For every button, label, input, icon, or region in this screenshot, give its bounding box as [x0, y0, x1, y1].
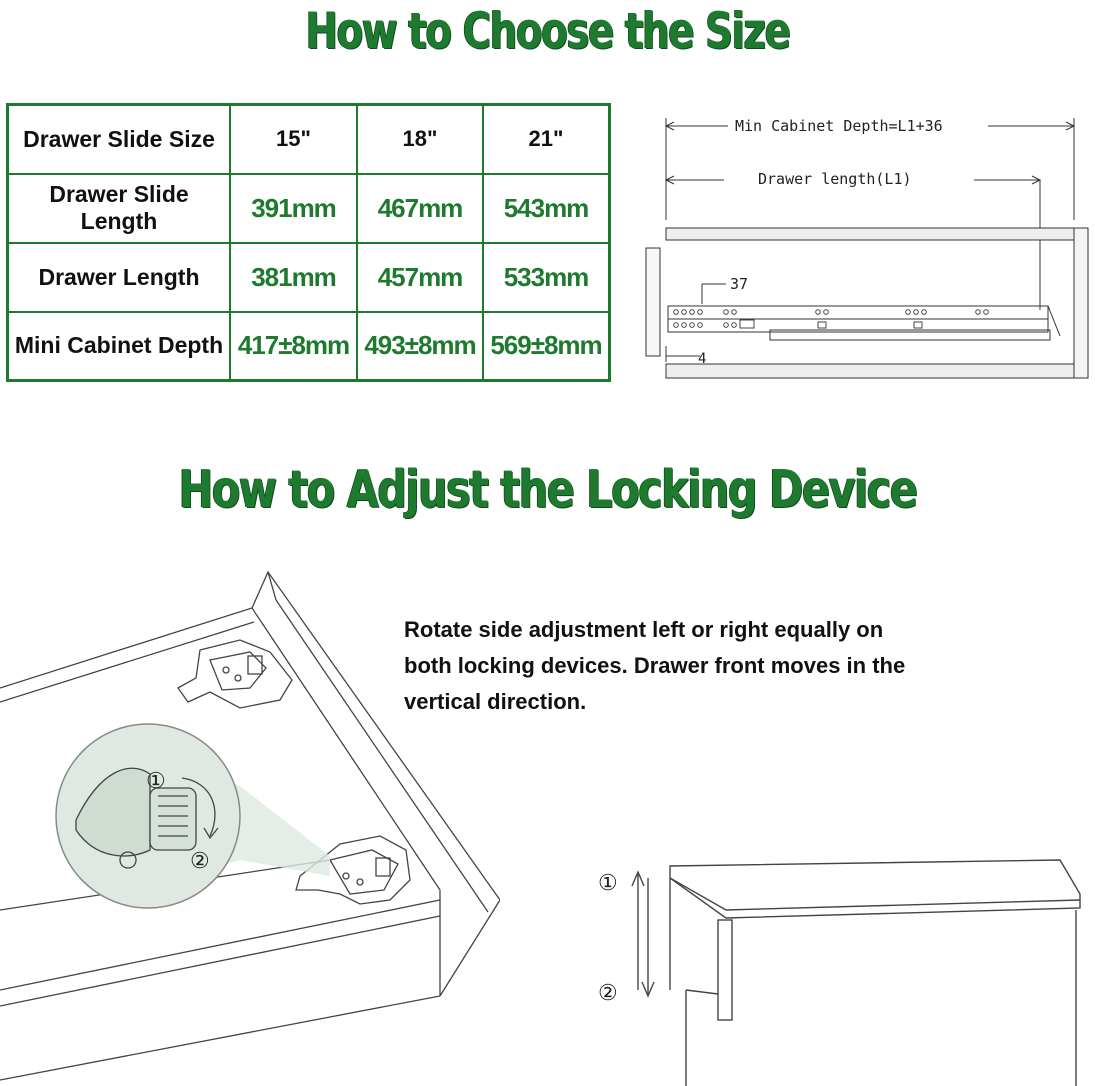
row-label: Mini Cabinet Depth [8, 312, 231, 381]
header-cell: 15" [230, 105, 357, 174]
table-row [8, 312, 610, 381]
table-cell: 543mm [483, 174, 610, 243]
table-cell: 457mm [357, 243, 483, 312]
table-header-row [8, 105, 610, 174]
adjustment-instruction: Rotate side adjustment left or right equally on both locking devices. Drawer front moves in the vertical direction. [404, 617, 906, 714]
size-table [6, 103, 611, 382]
dimension-4-label: 4 [698, 351, 707, 367]
drawer-front-movement-illustration [590, 850, 1090, 1086]
heading-adjust-locking: How to Adjust the Locking Device [178, 460, 917, 520]
step-2-label: ② [598, 981, 618, 1006]
step-1-label: ① [598, 871, 618, 896]
table-row [8, 243, 610, 312]
heading-choose-size: How to Choose the Size [305, 2, 790, 60]
table-cell: 533mm [483, 243, 610, 312]
table-row [8, 174, 610, 243]
row-label: Drawer Slide Length [8, 174, 231, 243]
cabinet-dimension-diagram [630, 100, 1090, 390]
row-label: Drawer Length [8, 243, 231, 312]
table-cell: 391mm [230, 174, 357, 243]
table-cell: 467mm [357, 174, 483, 243]
min-cabinet-depth-label: Min Cabinet Depth=L1+36 [735, 117, 943, 135]
table-cell: 417±8mm [230, 312, 357, 381]
step-1-label: ① [146, 769, 166, 794]
dimension-37-label: 37 [730, 275, 749, 293]
header-cell: Drawer Slide Size [8, 105, 231, 174]
step-2-label: ② [190, 849, 210, 874]
table-cell: 493±8mm [357, 312, 483, 381]
table-cell: 381mm [230, 243, 357, 312]
table-cell: 569±8mm [483, 312, 610, 381]
header-cell: 21" [483, 105, 610, 174]
header-cell: 18" [357, 105, 483, 174]
drawer-length-label: Drawer length(L1) [758, 170, 912, 188]
